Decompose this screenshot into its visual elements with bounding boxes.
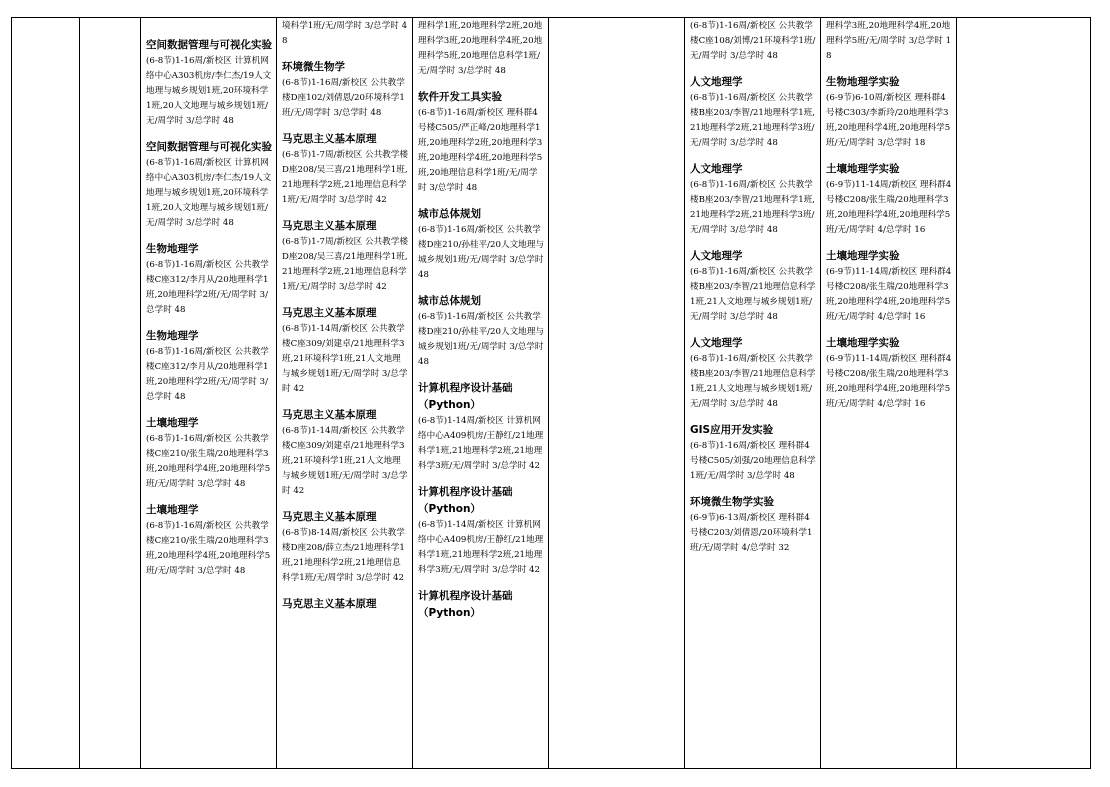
course-title: 土壤地理学实验	[826, 163, 900, 175]
course-title: 土壤地理学	[146, 504, 199, 516]
course-detail: (6-8节)1-16周/新校区 公共教学楼D座210/孙桂平/20人文地理与城乡规划1班/无/周学时 3/总学时 48	[418, 225, 544, 280]
day-column-5	[684, 17, 820, 769]
course-entry	[690, 494, 816, 556]
course-detail: (6-8节)1-14周/新校区 公共教学楼C座309/刘建卓/21地理科学3班,21环境科学1班,21人文地理与城乡规划1班/无/周学时 3/总学时 42	[282, 426, 408, 496]
day-column-1	[140, 17, 276, 769]
course-title: 马克思主义基本原理	[282, 133, 377, 145]
course-title: 环境微生物学	[282, 61, 345, 73]
course-entry	[690, 161, 816, 238]
course-entry	[146, 502, 272, 579]
course-detail: (6-9节)11-14周/新校区 理科群4号楼C208/张生瑞/20地理科学3班,20地理科学4班,20地理科学5班/无/周学时 4/总学时 16	[826, 267, 952, 322]
course-title: 空间数据管理与可视化实验	[146, 141, 272, 153]
course-title: 人文地理学	[690, 76, 743, 88]
course-detail: (6-8节)1-16周/新校区 公共教学楼B座203/李智/21地理科学1班,21地理科学2班,21地理科学3班/无/周学时 3/总学时 48	[690, 180, 815, 235]
course-detail: (6-9节)11-14周/新校区 理科群4号楼C208/张生瑞/20地理科学3班,20地理科学4班,20地理科学5班/无/周学时 4/总学时 16	[826, 354, 952, 409]
course-entry	[282, 59, 408, 121]
course-title: 人文地理学	[690, 163, 743, 175]
course-entry	[418, 380, 544, 474]
course-entry	[826, 74, 952, 151]
course-title: 人文地理学	[690, 337, 743, 349]
course-detail: (6-8节)1-7周/新校区 公共教学楼D座208/吴三喜/21地理科学1班,21地理科学2班,21地理信息科学1班/无/周学时 3/总学时 42	[282, 150, 408, 205]
course-title: 土壤地理学实验	[826, 337, 900, 349]
course-title: 马克思主义基本原理	[282, 511, 377, 523]
course-detail: (6-8节)1-16周/新校区 公共教学楼D座102/刘倩恩/20环境科学1班/无/周学时 3/总学时 48	[282, 78, 405, 118]
course-title: 计算机程序设计基础（Python）	[418, 486, 513, 515]
day-column-6	[820, 17, 956, 769]
course-title: 环境微生物学实验	[690, 496, 774, 508]
course-entry	[690, 74, 816, 151]
course-detail: 境科学1班/无/周学时 3/总学时 48	[282, 21, 408, 46]
course-entry	[146, 328, 272, 405]
course-detail: (6-9节)6-13周/新校区 理科群4号楼C203/刘倩恩/20环境科学1班/无/周学时 4/总学时 32	[690, 513, 813, 553]
course-entry	[690, 248, 816, 325]
course-title: GIS应用开发实验	[690, 424, 774, 436]
course-detail: (6-8节)1-14周/新校区 计算机网络中心A409机房/王静红/21地理科学1班,21地理科学2班,21地理科学3班/无/周学时 3/总学时 42	[418, 520, 544, 575]
course-entry	[826, 19, 952, 64]
course-title: 土壤地理学实验	[826, 250, 900, 262]
day-column-2	[276, 17, 412, 769]
course-entry	[418, 19, 544, 79]
course-title: 生物地理学	[146, 330, 199, 342]
course-detail: (6-8节)1-7周/新校区 公共教学楼D座208/吴三喜/21地理科学1班,21地理科学2班,21地理信息科学1班/无/周学时 3/总学时 42	[282, 237, 408, 292]
course-title: 计算机程序设计基础（Python）	[418, 382, 513, 411]
course-title: 生物地理学实验	[826, 76, 900, 88]
course-title: 城市总体规划	[418, 295, 481, 307]
course-entry	[418, 293, 544, 370]
course-title: 马克思主义基本原理	[282, 598, 377, 610]
course-title: 马克思主义基本原理	[282, 220, 377, 232]
day-column-4	[548, 17, 684, 769]
course-entry	[282, 305, 408, 397]
course-title: 马克思主义基本原理	[282, 307, 377, 319]
course-detail: (6-8节)1-16周/新校区 公共教学楼B座203/李智/21地理信息科学1班,21人文地理与城乡规划1班/无/周学时 3/总学时 48	[690, 354, 816, 409]
course-detail: (6-8节)1-16周/新校区 公共教学楼C座210/张生瑞/20地理科学3班,20地理科学4班,20地理科学5班/无/周学时 3/总学时 48	[146, 434, 271, 489]
course-detail: (6-8节)1-16周/新校区 公共教学楼B座203/李智/21地理信息科学1班,21人文地理与城乡规划1班/无/周学时 3/总学时 48	[690, 267, 816, 322]
course-detail: (6-8节)1-16周/新校区 公共教学楼D座210/孙桂平/20人文地理与城乡规划1班/无/周学时 3/总学时 48	[418, 312, 544, 367]
course-title: 马克思主义基本原理	[282, 409, 377, 421]
course-entry	[690, 335, 816, 412]
course-entry	[282, 509, 408, 586]
course-title: 计算机程序设计基础（Python）	[418, 590, 513, 619]
course-detail: (6-8节)1-16周/新校区 公共教学楼C座312/李月从/20地理科学1班,20地理科学2班/无/周学时 3/总学时 48	[146, 260, 269, 315]
course-detail: (6-8节)1-16周/新校区 理科群4号楼C505/刘强/20地理信息科学1班/无/周学时 3/总学时 48	[690, 441, 816, 481]
course-entry	[282, 407, 408, 499]
course-entry	[418, 484, 544, 578]
course-detail: (6-8节)8-14周/新校区 公共教学楼D座208/薛立杰/21地理科学1班,21地理科学2班,21地理信息科学1班/无/周学时 3/总学时 42	[282, 528, 405, 583]
course-detail: (6-8节)1-16周/新校区 计算机网络中心A303机房/李仁杰/19人文地理与城乡规划1班,20环境科学1班,20人文地理与城乡规划1班/无/周学时 3/总学时 48	[146, 56, 272, 126]
course-title: 城市总体规划	[418, 208, 481, 220]
course-title: 生物地理学	[146, 243, 199, 255]
course-detail: (6-8节)1-16周/新校区 理科群4号楼C505/严正峰/20地理科学1班,20地理科学2班,20地理科学3班,20地理科学4班,20地理科学5班,20地理信息科学1班/无/周学时 3/总学时 48	[418, 108, 543, 193]
course-title: 人文地理学	[690, 250, 743, 262]
column-divider	[79, 17, 80, 769]
course-entry	[282, 218, 408, 295]
course-detail: (6-8节)1-16周/新校区 计算机网络中心A303机房/李仁杰/19人文地理与城乡规划1班,20环境科学1班,20人文地理与城乡规划1班/无/周学时 3/总学时 48	[146, 158, 272, 228]
course-entry	[418, 89, 544, 196]
course-entry	[146, 415, 272, 492]
course-detail: (6-9节)6-10周/新校区 理科群4号楼C303/李新玲/20地理科学3班,20地理科学4班,20地理科学5班/无/周学时 3/总学时 18	[826, 93, 951, 148]
course-entry	[826, 335, 952, 412]
course-detail: (6-8节)1-16周/新校区 公共教学楼C座210/张生瑞/20地理科学3班,20地理科学4班,20地理科学5班/无/周学时 3/总学时 48	[146, 521, 271, 576]
course-entry	[146, 241, 272, 318]
course-entry	[282, 19, 408, 49]
course-entry	[418, 588, 544, 622]
course-entry	[146, 139, 272, 231]
course-detail: (6-9节)11-14周/新校区 理科群4号楼C208/张生瑞/20地理科学3班,20地理科学4班,20地理科学5班/无/周学时 4/总学时 16	[826, 180, 952, 235]
course-entry	[690, 422, 816, 484]
course-detail: (6-8节)1-14周/新校区 计算机网络中心A409机房/王静红/21地理科学1班,21地理科学2班,21地理科学3班/无/周学时 3/总学时 42	[418, 416, 544, 471]
course-detail: (6-8节)1-16周/新校区 公共教学楼B座203/李智/21地理科学1班,21地理科学2班,21地理科学3班/无/周学时 3/总学时 48	[690, 93, 815, 148]
day-column-3	[412, 17, 548, 769]
course-title: 土壤地理学	[146, 417, 199, 429]
course-title: 软件开发工具实验	[418, 91, 502, 103]
course-detail: (6-8节)1-14周/新校区 公共教学楼C座309/刘建卓/21地理科学3班,21环境科学1班,21人文地理与城乡规划1班/无/周学时 3/总学时 42	[282, 324, 408, 394]
course-entry	[282, 596, 408, 613]
course-detail: (6-8节)1-16周/新校区 公共教学楼C座108/刘博/21环境科学1班/无/周学时 3/总学时 48	[690, 21, 816, 61]
course-entry	[418, 206, 544, 283]
course-title: 空间数据管理与可视化实验	[146, 39, 272, 51]
course-detail: 理科学3班,20地理科学4班,20地理科学5班/无/周学时 3/总学时 18	[826, 21, 952, 61]
course-detail: (6-8节)1-16周/新校区 公共教学楼C座312/李月从/20地理科学1班,20地理科学2班/无/周学时 3/总学时 48	[146, 347, 269, 402]
course-detail: 理科学1班,20地理科学2班,20地理科学3班,20地理科学4班,20地理科学5班,20地理信息科学1班/无/周学时 3/总学时 48	[418, 21, 543, 76]
course-entry	[826, 248, 952, 325]
course-entry	[690, 19, 816, 64]
day-column-7	[956, 17, 1091, 769]
course-entry	[282, 131, 408, 208]
course-entry	[146, 37, 272, 129]
course-entry	[826, 161, 952, 238]
